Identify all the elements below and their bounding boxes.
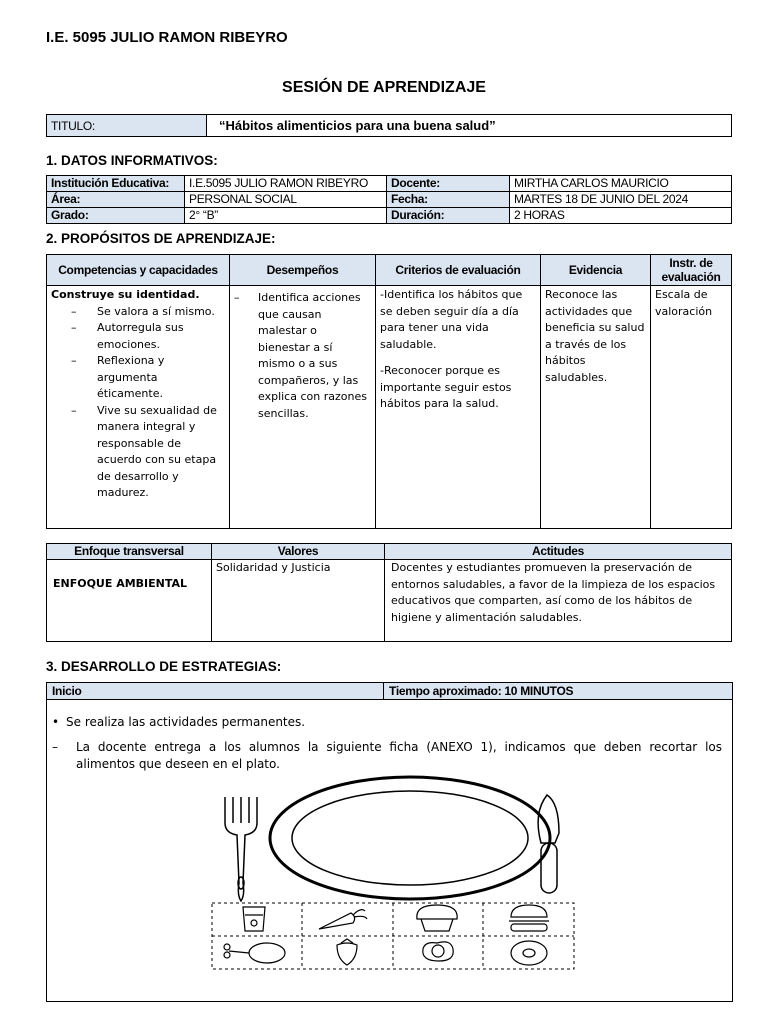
chips-icon: [243, 907, 265, 931]
anexo-worksheet-image: [47, 683, 732, 1001]
col-header-enfoque: Enfoque transversal: [47, 544, 212, 560]
donut-icon: [511, 941, 547, 965]
list-item: – Vive su sexualidad de manera integral y responsable de acuerdo con su etapa de desarrollo y madurez.: [51, 403, 225, 502]
fried-egg-icon: [423, 942, 453, 961]
enfoque-table: [46, 543, 732, 642]
evidencia-cell: Reconoce las actividades que beneficia su salud a través de los hábitos saludables.: [541, 286, 651, 529]
col-header-criterios: Criterios de evaluación: [376, 255, 541, 286]
section-datos-heading: 1. DATOS INFORMATIVOS:: [46, 153, 218, 168]
enfoque-name: ENFOQUE AMBIENTAL: [47, 560, 212, 642]
valores-cell: Solidaridad y Justicia: [212, 560, 385, 642]
list-item: – Se valora a sí mismo.: [51, 304, 225, 321]
title-label: TITULO:: [47, 115, 207, 137]
datos-value: PERSONAL SOCIAL: [185, 192, 387, 208]
capacidades-list: [51, 304, 225, 502]
list-item: – Autorregula sus emociones.: [51, 320, 225, 353]
chicken-leg-icon: [224, 943, 285, 963]
col-header-actitudes: Actitudes: [385, 544, 732, 560]
inicio-label: Inicio: [52, 684, 82, 698]
desempenos-list: [214, 290, 371, 422]
burger-icon: [509, 905, 549, 931]
school-name: I.E. 5095 JULIO RAMON RIBEYRO: [46, 29, 288, 46]
desempenos-cell: [230, 286, 376, 529]
page-title: SESIÓN DE APRENDIZAJE: [282, 79, 486, 96]
datos-value: MIRTHA CARLOS MAURICIO: [510, 176, 732, 192]
tiempo-label: Tiempo aproximado: 10 MINUTOS: [389, 684, 574, 698]
datos-value: MARTES 18 DE JUNIO DEL 2024: [510, 192, 732, 208]
datos-label: Institución Educativa:: [47, 176, 185, 192]
bullet-text: Se realiza las actividades permanentes.: [66, 715, 306, 729]
dash-text: La docente entrega a los alumnos la siguiente ficha (ANEXO 1), indicamos que deben recortar los alimentos que deseen en el plato.: [76, 740, 722, 771]
muffin-icon: [417, 905, 457, 931]
col-header-valores: Valores: [212, 544, 385, 560]
col-header-evidencia: Evidencia: [541, 255, 651, 286]
competencias-cell: [47, 286, 230, 529]
criterio-text: -Identifica los hábitos que se deben seguir día a día para tener una vida saludable.: [380, 288, 523, 351]
section-propositos-heading: 2. PROPÓSITOS DE APRENDIZAJE:: [46, 231, 276, 246]
col-header-competencias: Competencias y capacidades: [47, 255, 230, 286]
title-table: [46, 114, 732, 137]
competencia-name: Construye su identidad.: [51, 288, 200, 301]
bullet-icon: •: [52, 715, 60, 729]
datos-value: 2 HORAS: [510, 208, 732, 224]
datos-label: Docente:: [387, 176, 510, 192]
title-value: “Hábitos alimenticios para una buena salud”: [207, 115, 732, 137]
fork-icon: [225, 797, 257, 901]
criterio-text: -Reconocer porque es importante seguir estos hábitos para la salud.: [380, 364, 512, 410]
plate-icon: [270, 777, 550, 899]
datos-label: Duración:: [387, 208, 510, 224]
propositos-table: [46, 254, 732, 529]
section-estrategias-heading: 3. DESARROLLO DE ESTRATEGIAS:: [46, 659, 282, 674]
instrumento-cell: Escala de valoración: [651, 286, 732, 529]
datos-label: Área:: [47, 192, 185, 208]
datos-value: 2° “B”: [185, 208, 387, 224]
strawberry-icon: [337, 939, 357, 965]
datos-label: Fecha:: [387, 192, 510, 208]
list-item: – Reflexiona y argumenta éticamente.: [51, 353, 225, 403]
col-header-instrumento: Instr. de evaluación: [651, 255, 732, 286]
datos-label: Grado:: [47, 208, 185, 224]
estrategias-box: [46, 682, 733, 1002]
col-header-desempenos: Desempeños: [230, 255, 376, 286]
actitudes-cell: Docentes y estudiantes promueven la preservación de entornos saludables, a favor de la limpieza de los espacios educativos que comparten, así como de los hábitos de higiene y alimentación saludables.: [385, 560, 732, 642]
datos-table: [46, 175, 732, 224]
criterios-cell: [376, 286, 541, 529]
datos-value: I.E.5095 JULIO RAMON RIBEYRO: [185, 176, 387, 192]
list-item: – Identifica acciones que causan malestar o bienestar a sí mismo o a sus compañeros, y las explica con razones sencillas.: [214, 290, 371, 422]
dash-icon: –: [52, 740, 58, 754]
carrot-icon: [319, 910, 367, 929]
